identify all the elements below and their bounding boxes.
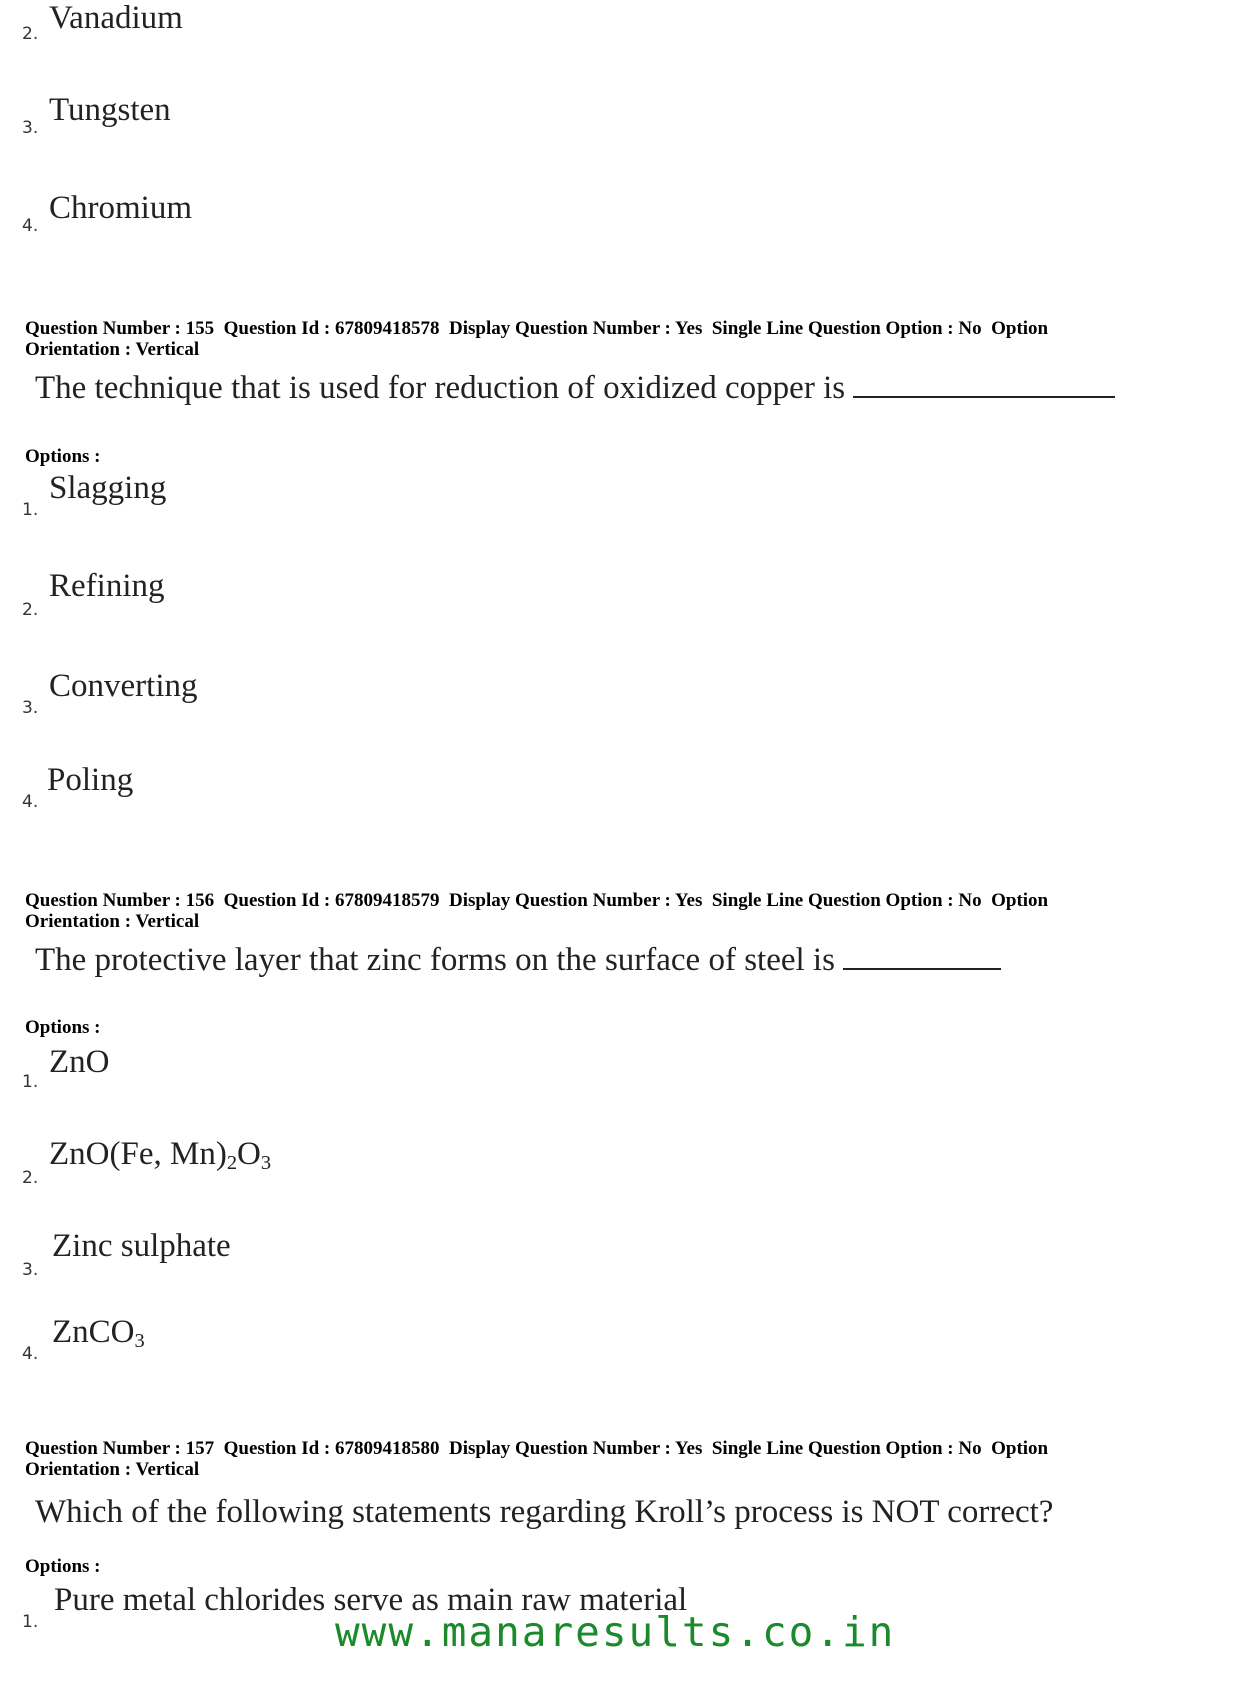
- option-number: 2.: [22, 24, 39, 44]
- option-text: Zinc sulphate: [52, 1228, 231, 1264]
- option-text: Vanadium: [49, 0, 183, 36]
- option-number: 1.: [22, 1072, 39, 1092]
- option-text: [52, 1314, 145, 1353]
- formula-part: O: [237, 1136, 261, 1172]
- formula-subscript: 3: [260, 1152, 272, 1175]
- formula-part: ZnO(Fe, Mn): [49, 1136, 227, 1172]
- question-meta: [25, 1438, 1205, 1480]
- option-text: Chromium: [49, 190, 193, 226]
- question-text-body: The technique that is used for reduction of oxidized copper is: [35, 370, 846, 406]
- question-text-body: The protective layer that zinc forms on the surface of steel is: [35, 942, 835, 978]
- option-text: ZnO: [49, 1044, 110, 1080]
- option-number: 3.: [22, 1260, 39, 1280]
- option-item: [22, 1314, 322, 1374]
- question-meta-line2: Orientation : Vertical: [25, 911, 200, 932]
- question-meta-line2: Orientation : Vertical: [25, 1459, 200, 1480]
- option-item: [22, 86, 322, 146]
- question-meta-line1: Question Number : 155 Question Id : 67809418578 Display Question Number : Yes Single Line Question Option : No Option: [25, 318, 1049, 339]
- option-text: Tungsten: [49, 92, 171, 128]
- option-item: [22, 186, 322, 246]
- watermark: www.manaresults.co.in: [335, 1608, 896, 1656]
- option-number: 4.: [22, 1344, 39, 1364]
- option-text: Refining: [49, 568, 165, 604]
- option-item: [22, 762, 322, 822]
- question-text: [35, 942, 1001, 979]
- formula-subscript: 2: [226, 1152, 238, 1175]
- question-meta-line1: Question Number : 156 Question Id : 67809418579 Display Question Number : Yes Single Line Question Option : No Option: [25, 890, 1049, 911]
- option-text: Slagging: [49, 470, 167, 506]
- option-item: [22, 568, 322, 628]
- options-label: Options :: [25, 446, 101, 467]
- option-number: 1.: [22, 500, 39, 520]
- question-text: [35, 370, 1115, 407]
- option-number: 4.: [22, 792, 39, 812]
- option-item: [22, 1228, 322, 1288]
- formula-subscript: 3: [134, 1330, 145, 1353]
- option-number: 4.: [22, 216, 39, 236]
- option-text: Poling: [47, 762, 134, 798]
- answer-blank: [843, 942, 1001, 970]
- question-meta: [25, 318, 1205, 360]
- question-text: [35, 1494, 1053, 1531]
- question-meta-line1: Question Number : 157 Question Id : 67809418580 Display Question Number : Yes Single Line Question Option : No Option: [25, 1438, 1049, 1459]
- option-number: 3.: [22, 118, 39, 138]
- options-label: Options :: [25, 1556, 101, 1577]
- option-number: 3.: [22, 698, 39, 718]
- option-text: Pure metal chlorides serve as main raw material: [54, 1582, 688, 1618]
- option-item: [22, 1136, 322, 1196]
- option-number: 1.: [22, 1612, 39, 1632]
- answer-blank: [853, 370, 1115, 398]
- option-item: [22, 668, 322, 728]
- options-label: Options :: [25, 1017, 101, 1038]
- question-meta-line2: Orientation : Vertical: [25, 339, 200, 360]
- option-item: [22, 0, 322, 60]
- option-text: Converting: [49, 668, 198, 704]
- question-text-body: Which of the following statements regarding Kroll’s process is NOT correct?: [35, 1494, 1054, 1530]
- option-number: 2.: [22, 1168, 39, 1188]
- formula-part: ZnCO: [52, 1314, 135, 1350]
- question-meta: [25, 890, 1205, 932]
- option-item: [22, 1044, 322, 1104]
- option-text: [49, 1136, 271, 1175]
- option-item: [22, 470, 322, 530]
- option-number: 2.: [22, 600, 39, 620]
